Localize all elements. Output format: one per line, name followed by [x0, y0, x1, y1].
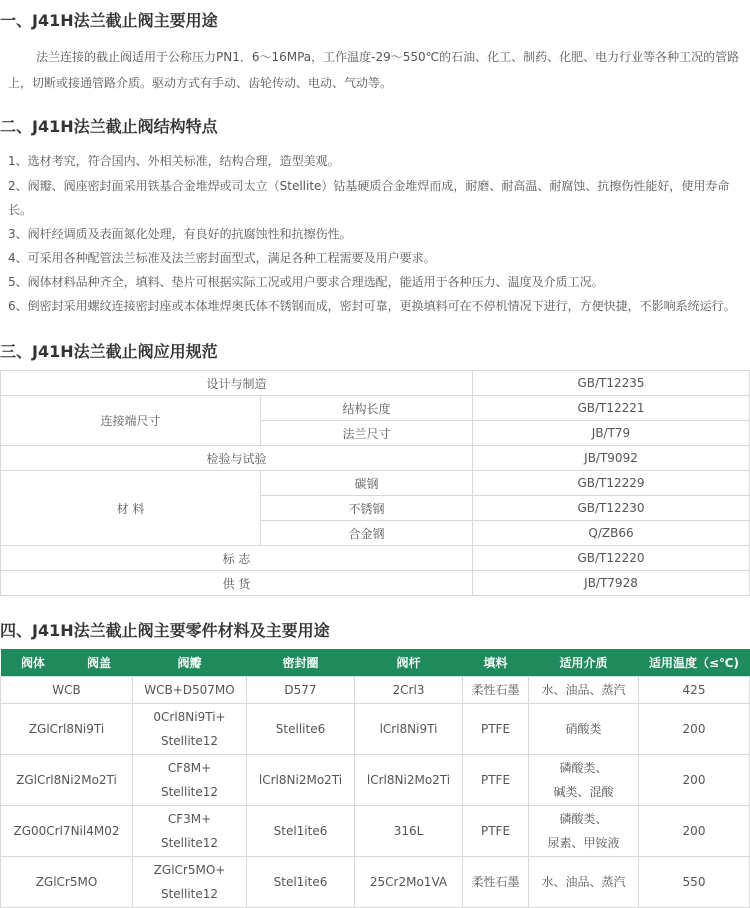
cell-text: ZGlCr5MO	[35, 875, 98, 889]
cell	[133, 704, 247, 755]
cell-text: 316L	[393, 824, 424, 838]
cell: GB/T12220	[473, 546, 750, 571]
cell: JB/T79	[473, 421, 750, 446]
cell	[133, 806, 247, 857]
cell: GB/T12230	[473, 496, 750, 521]
table-row	[1, 546, 750, 571]
cell	[529, 755, 639, 806]
cell: Q/ZB66	[473, 521, 750, 546]
list-item: 3、阀杆经调质及表面氮化处理，有良好的抗腐蚀性和抗擦伤性。	[8, 227, 352, 241]
header-cell: 填料	[463, 649, 529, 677]
cell: 连接端尺寸	[1, 396, 261, 446]
cell	[355, 677, 463, 704]
cell-text: PTFE	[480, 773, 511, 787]
cell: 碳钢	[261, 471, 473, 496]
table-row	[1, 571, 750, 596]
cell: 法兰尺寸	[261, 421, 473, 446]
cell-text: 磷酸类、	[559, 761, 608, 775]
list-item: 2、阀瓣、阀座密封面采用铁基合金堆焊或司太立（Stellite）钴基硬质合金堆焊而成，耐磨、耐高温、耐腐蚀、抗擦伤性能好，使用寿命	[8, 179, 730, 193]
cell-text: 尿素、甲铵液	[547, 836, 620, 850]
table-header-row	[1, 649, 750, 677]
header-cell: 阀盖	[66, 649, 133, 677]
cell-text: lCrl8Ni2Mo2Ti	[258, 773, 343, 787]
section-1-title: 一、J41H法兰截止阀主要用途	[0, 11, 218, 30]
header-cell: 适用介质	[529, 649, 639, 677]
cell-text: 25Cr2Mo1VA	[369, 875, 448, 889]
cell-text: WCB	[52, 683, 81, 697]
cell	[1, 755, 133, 806]
cell-text: Stel1ite6	[273, 875, 328, 889]
cell	[639, 755, 750, 806]
cell	[639, 806, 750, 857]
cell-text: 200	[682, 824, 706, 838]
cell-text: CF3M+	[167, 812, 212, 826]
cell-text: ZGlCrl8Ni9Ti	[28, 722, 105, 736]
cell: 设计与制造	[1, 371, 473, 396]
list-item: 5、阀体材料品种齐全，填料、垫片可根据实际工况或用户要求合理选配，能适用于各种压力、温度及介质工况。	[8, 275, 604, 289]
header-cell: 阀杆	[355, 649, 463, 677]
cell	[1, 704, 133, 755]
cell: GB/T12235	[473, 371, 750, 396]
cell	[247, 677, 355, 704]
list-item: 4、可采用各种配管法兰标准及法兰密封面型式，满足各种工程需要及用户要求。	[8, 251, 436, 265]
cell-text: Stellite12	[160, 785, 219, 799]
header-cell: 适用温度（≤℃)	[639, 649, 750, 677]
header-cell: 阀体	[1, 649, 66, 677]
cell	[133, 755, 247, 806]
cell	[463, 677, 529, 704]
table-row	[1, 371, 750, 396]
cell	[247, 704, 355, 755]
cell-text: D577	[284, 683, 317, 697]
cell: 供 货	[1, 571, 473, 596]
cell: JB/T7928	[473, 571, 750, 596]
cell-text: 柔性石墨	[471, 875, 520, 889]
cell: 不锈钢	[261, 496, 473, 521]
cell: GB/T12221	[473, 396, 750, 421]
cell-text: 425	[682, 683, 706, 697]
cell-text: 柔性石墨	[471, 683, 520, 697]
cell: 材 料	[1, 471, 261, 546]
cell	[355, 704, 463, 755]
cell	[247, 806, 355, 857]
cell-text: Stellite12	[160, 836, 219, 850]
cell	[355, 806, 463, 857]
table-row	[1, 396, 750, 421]
table-row	[1, 471, 750, 496]
cell-text: WCB+D507MO	[144, 683, 235, 697]
cell	[463, 806, 529, 857]
cell-text: ZG00Crl7Nil4M02	[13, 824, 120, 838]
cell	[639, 704, 750, 755]
cell-text: PTFE	[480, 722, 511, 736]
cell-text: 550	[682, 875, 706, 889]
cell	[463, 755, 529, 806]
header-cell: 密封圈	[247, 649, 355, 677]
list-item: 6、倒密封采用螺纹连接密封座或本体堆焊奥氏体不锈钢而成，密封可靠，更换填料可在不停机情况下进行，方便快捷，不影响系统运行。	[8, 299, 736, 313]
cell	[463, 704, 529, 755]
cell	[1, 677, 133, 704]
cell-text: 200	[682, 773, 706, 787]
materials-table	[0, 649, 750, 908]
cell: JB/T9092	[473, 446, 750, 471]
cell-text: ZGlCrl8Ni2Mo2Ti	[16, 773, 117, 787]
table-row	[1, 806, 750, 857]
cell: 检验与试验	[1, 446, 473, 471]
table-row	[1, 704, 750, 755]
cell-text: 磷酸类、	[559, 812, 608, 826]
cell: 合金钢	[261, 521, 473, 546]
cell	[133, 677, 247, 704]
cell	[529, 806, 639, 857]
cell-text: Stel1ite6	[273, 824, 328, 838]
cell-text: Stellite12	[160, 887, 219, 901]
cell-text: 2Crl3	[392, 683, 425, 697]
table-row	[1, 755, 750, 806]
standards-table	[0, 370, 750, 596]
list-item: 1、选材考究，符合国内、外相关标准，结构合理，造型美观。	[8, 154, 340, 168]
cell	[1, 806, 133, 857]
table-row	[1, 677, 750, 704]
cell-text: ZGlCr5MO+	[153, 863, 226, 877]
cell-text: 0Crl8Ni9Ti+	[153, 710, 226, 724]
list-item: 长。	[8, 203, 33, 217]
cell-text: 200	[682, 722, 706, 736]
cell: GB/T12229	[473, 471, 750, 496]
cell-text: Stellite6	[275, 722, 326, 736]
cell-text: 水、油品、蒸汽	[541, 683, 626, 697]
cell	[355, 755, 463, 806]
cell-text: CF8M+	[167, 761, 212, 775]
cell-text: 硝酸类	[565, 722, 602, 736]
cell: 标 志	[1, 546, 473, 571]
cell	[529, 704, 639, 755]
cell-text: 碱类、混酸	[553, 785, 614, 799]
section-4-title: 四、J41H法兰截止阀主要零件材料及主要用途	[0, 621, 330, 640]
cell-text: Stellite12	[160, 734, 219, 748]
cell	[529, 677, 639, 704]
cell	[247, 755, 355, 806]
section-3-title: 三、J41H法兰截止阀应用规范	[0, 342, 218, 361]
cell-text: lCrl8Ni9Ti	[379, 722, 438, 736]
table-row	[1, 446, 750, 471]
header-cell: 阀瓣	[133, 649, 247, 677]
cell-text: 水、油品、蒸汽	[541, 875, 626, 889]
cell: 结构长度	[261, 396, 473, 421]
section-2-title: 二、J41H法兰截止阀结构特点	[0, 117, 218, 136]
cell-text: PTFE	[480, 824, 511, 838]
cell-text: lCrl8Ni2Mo2Ti	[366, 773, 451, 787]
paragraph: 上，切断或接通管路介质。驱动方式有手动、齿轮传动、电动、气动等。	[8, 76, 393, 90]
paragraph: 法兰连接的截止阀适用于公称压力PN1．6～16MPa，工作温度-29～550℃的石油、化工、制药、化肥、电力行业等各种工况的管路	[36, 50, 740, 64]
cell	[639, 677, 750, 704]
